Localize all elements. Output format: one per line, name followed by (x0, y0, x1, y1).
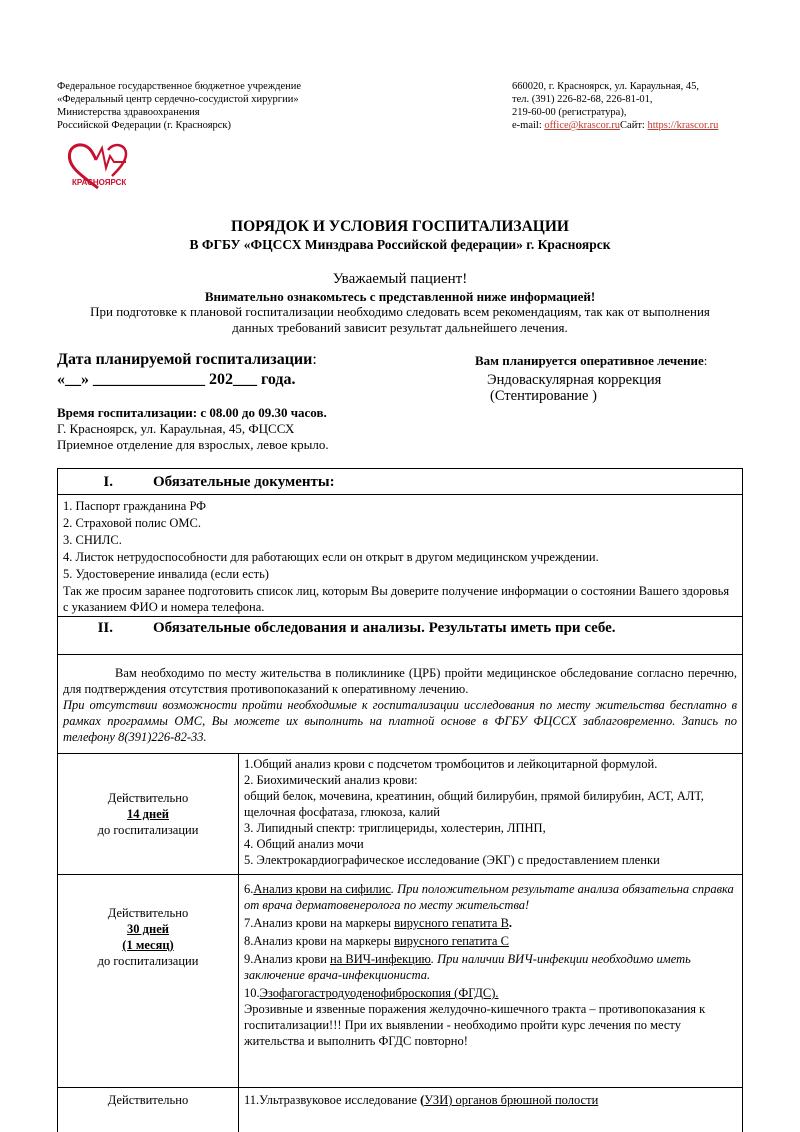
exam-item-hepatitis-b: 7.Анализ крови на маркеры вирусного гепатита В. (244, 915, 737, 931)
exam-item: 2. Биохимический анализ крови: (244, 772, 737, 788)
exam-row-30-days (58, 875, 743, 1088)
exam-item: 1.Общий анализ крови с подсчетом тромбоцитов и лейкоцитарной формулой. (244, 756, 737, 772)
hospitalization-time: Время госпитализации: с 08.00 до 09.30 часов. (57, 405, 327, 421)
validity-label: Действительно (63, 1092, 233, 1108)
document-subtitle: В ФГБУ «ФЦССХ Минздрава Российской федерации» г. Красноярск (0, 237, 800, 253)
attention-line: Внимательно ознакомьтесь с представленной ниже информацией! (0, 289, 800, 305)
fgds-warning: Эрозивные и язвенные поражения желудочно-кишечного тракта – противопоказания к госпитализации!!! При их выявлении - необходимо пройти курс лечения по месту жительства и выполнить ФГДС повторно! (244, 1001, 737, 1049)
reception-department: Приемное отделение для взрослых, левое крыло. (57, 437, 329, 453)
exam-note: При отсутствии возможности пройти необходимые к госпитализации исследования по месту жительства бесплатно в рамках программы ОМС, Вы можете их выполнить на платной основе в ФГБУ ФЦССХ заблаговременно. Запись по телефону 8(391)226-82-33. (63, 697, 737, 745)
treatment-subtype: (Стентирование ) (490, 388, 597, 405)
hospitalization-date-label: Дата планируемой госпитализации: (57, 351, 317, 369)
exam-item: общий белок, мочевина, креатинин, общий билирубин, прямой билирубин, АСТ, АЛТ, щелочная фосфатаза, глюкоза, калий (244, 788, 737, 820)
document-title: ПОРЯДОК И УСЛОВИЯ ГОСПИТАЛИЗАЦИИ (0, 218, 800, 236)
intro-text: данных требований зависит результат дальнейшего лечения. (0, 320, 800, 336)
exam-row-last (58, 1088, 743, 1132)
requirements-table (57, 468, 743, 1132)
exam-intro-row (58, 655, 743, 754)
section-header (58, 617, 743, 655)
exam-item: 4. Общий анализ мочи (244, 836, 737, 852)
heart-logo-icon (60, 140, 138, 200)
org-line: «Федеральный центр сердечно-сосудистой хирургии» (57, 93, 301, 106)
intro-text: При подготовке к плановой госпитализации необходимо следовать всем рекомендациям, так как от выполнения (0, 304, 800, 320)
greeting: Уважаемый пациент! (0, 271, 800, 288)
exam-item-syphilis: 6.Анализ крови на сифилис. При положительном результате анализа обязательна справка от врача дерматовенеролога по месту жительства! (244, 881, 737, 913)
exam-row-14-days (58, 754, 743, 875)
organization-block (57, 80, 301, 132)
org-line: Федеральное государственное бюджетное учреждение (57, 80, 301, 93)
validity-days: 14 дней (63, 806, 233, 822)
validity-suffix: до госпитализации (63, 822, 233, 838)
email-link[interactable]: office@krascor.ru (544, 120, 620, 131)
list-item: 3. СНИЛС. (63, 532, 737, 548)
validity-days: 30 дней (63, 921, 233, 937)
exam-item-hepatitis-c: 8.Анализ крови на маркеры вирусного гепатита С (244, 933, 737, 949)
treatment-type: Эндоваскулярная коррекция (487, 372, 661, 389)
exam-item-hiv: 9.Анализ крови на ВИЧ-инфекцию. При наличии ВИЧ-инфекции необходимо иметь заключение врача-инфекциониста. (244, 951, 737, 983)
contact-block (512, 80, 718, 132)
validity-suffix: до госпитализации (63, 953, 233, 969)
exam-item: 5. Электрокардиографическое исследование (ЭКГ) с предоставлением пленки (244, 852, 737, 868)
site-link[interactable]: https://krascor.ru (647, 120, 718, 131)
validity-month: (1 месяц) (63, 937, 233, 953)
phone-line: тел. (391) 226-82-68, 226-81-01, (512, 93, 718, 106)
list-item: 1. Паспорт гражданина РФ (63, 498, 737, 514)
list-item: 4. Листок нетрудоспособности для работающих если он открыт в другом медицинском учреждении. (63, 549, 737, 565)
list-item: Так же просим заранее подготовить список лиц, которым Вы доверите получение информации о состоянии Вашего здоровья с указанием ФИО и номера телефона. (63, 583, 737, 615)
address-line: 660020, г. Красноярск, ул. Караульная, 45, (512, 80, 718, 93)
section-title: Обязательные документы: (153, 474, 335, 490)
exam-item-fgds: 10.Эзофагогастродуоденофиброскопия (ФГДС). (244, 985, 737, 1001)
section-title: Обязательные обследования и анализы. Результаты иметь при себе. (153, 620, 616, 636)
section-number: II. (63, 620, 113, 636)
org-line: Российской Федерации (г. Красноярск) (57, 119, 301, 132)
hospitalization-date-blank: «__» ______________ 202___ года. (57, 371, 296, 389)
phone-line: 219-60-00 (регистратура), (512, 106, 718, 119)
section-number: I. (63, 474, 113, 490)
hospital-address: Г. Красноярск, ул. Караульная, 45, ФЦССХ (57, 421, 294, 437)
exam-item-ultrasound: 11.Ультразвуковое исследование (УЗИ) органов брюшной полости (244, 1092, 737, 1108)
list-item: 2. Страховой полис ОМС. (63, 515, 737, 531)
org-line: Министерства здравоохранения (57, 106, 301, 119)
logo-text: КРАСНОЯРСК (72, 178, 126, 187)
exam-intro: Вам необходимо по месту жительства в поликлинике (ЦРБ) пройти медицинское обследование согласно перечню, для подтверждения отсутствия противопоказаний к оперативному лечению. (63, 665, 737, 697)
email-line: e-mail: office@krascor.ruСайт: https://krascor.ru (512, 119, 718, 132)
validity-label: Действительно (63, 790, 233, 806)
list-item: 5. Удостоверение инвалида (если есть) (63, 566, 737, 582)
treatment-label: Вам планируется оперативное лечение: (475, 353, 707, 369)
validity-label: Действительно (63, 905, 233, 921)
krascor-logo (60, 140, 138, 200)
exam-item: 3. Липидный спектр: триглицериды, холестерин, ЛПНП, (244, 820, 737, 836)
documents-row (58, 495, 743, 617)
section-header (58, 469, 743, 495)
